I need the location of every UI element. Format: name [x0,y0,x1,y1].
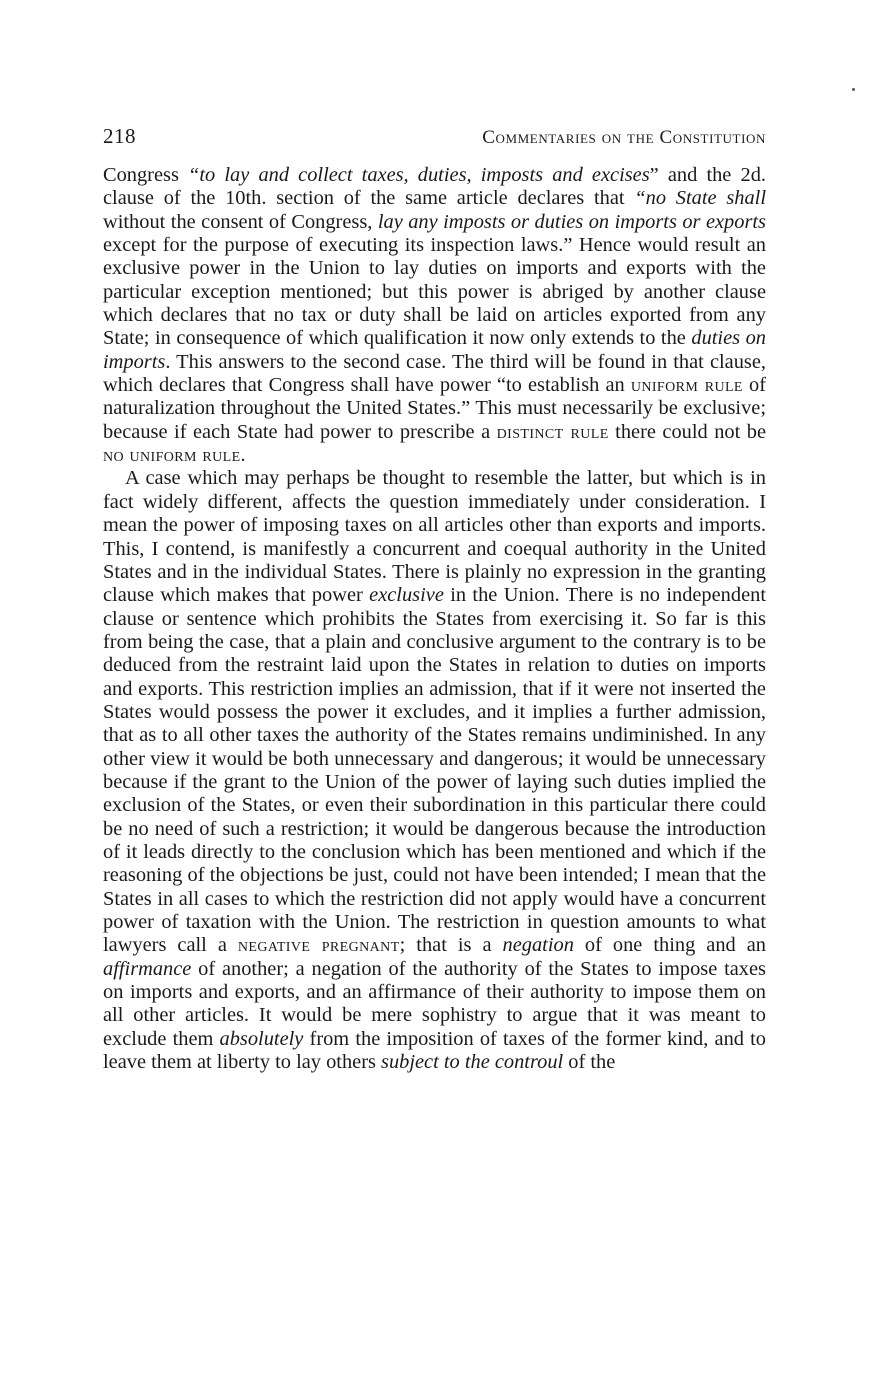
italic-text: duties on imports [103,327,766,373]
page-header [103,124,766,164]
running-head: Commentaries on the Constitution [482,127,766,148]
text-run: except for the purpose of executing its inspection laws.” Hence would result an exclusive power in the Union to lay duties on imports and exports with the particular exception mentioned; but this power is abriged by another clause which declares that no tax or duty shall be laid on articles exported from any State; in consequence of which qualification it now only extends to the [103,234,766,350]
italic-text: exclusive [369,584,444,607]
text-run: Congress [103,164,189,186]
italic-text: “no State shall [634,187,766,210]
italic-text: subject to the controul [381,1051,564,1074]
paragraph [103,164,766,467]
small-caps-text: uniform rule [630,374,743,397]
text-run: of naturalization throughout the United States.” This must necessarily be exclusive; because if each State had power to prescribe a [103,374,767,443]
text-run: of the [563,1051,616,1074]
text-run: in the Union. There is no independent clause or sentence which prohibits the States from exercising it. So far is this from being the case, that a plain and conclusive argument to the contrary is to be deduced from the restraint laid upon the States in relation to duties on imports and exports. This restriction implies an admission, that if it were not inserted the States would possess the power it excludes, and it implies a further admission, that as to all other taxes the authority of the States remains undiminished. In any other view it would be both unnecessary and dangerous; it would be unnecessary because if the grant to the Union of the power of laying such duties implied the exclusion of the States, or even their subordination in this particular there could be no need of such a restriction; it would be dangerous because the introduction of it leads directly to the conclusion which has been mentioned and which if the reasoning of the objections be just, could not have been intended; I mean that the States in all cases to which the restriction did not apply would have a concurrent power of taxation with the Union. The restriction in question amounts to what lawyers call a [103,584,766,957]
paragraph [103,467,766,1074]
text-run: from the imposition of taxes of the former kind, and to leave them at liberty to lay others [103,1027,766,1074]
text-run: A case which may perhaps be thought to resemble the latter, but which is in fact widely different, affects the question immediately under consideration. I mean the power of imposing taxes on all articles other than exports and imports. This, I contend, is manifestly a concurrent and coequal authority in the United States and in the individual States. There is plainly no expression in the granting clause which makes that power [103,467,766,607]
small-caps-text: negative pregnant [237,934,400,957]
italic-text: affirmance [103,957,192,980]
text-run: there could not be [608,420,767,443]
italic-text: lay any imposts or duties on imports or exports [377,210,766,233]
italic-text: “to lay and collect taxes, duties, imposts and excises [188,164,650,186]
text-run: . This answers to the second case. The third will be found in that clause, which declares that Congress shall have power “to establish an [103,350,766,397]
scan-speck [852,88,855,91]
body-text [103,164,766,1074]
italic-text: negation [502,934,574,957]
italic-text: absolutely [219,1027,304,1050]
text-run: of one thing and an [573,934,766,957]
text-run: . [240,444,246,467]
page-number: 218 [103,124,136,148]
text-run: ” and the 2d. clause of the 10th. section of the same article declares that [103,164,766,210]
text-run: of another; a negation of the authority of the States to impose taxes on imports and exports, and an affirmance of their authority to impose them on all other articles. It would be mere sophistry to argue that it was meant to exclude them [103,957,766,1050]
text-run: without the consent of Congress, [103,210,378,233]
small-caps-text: distinct rule [496,420,609,443]
book-page [103,124,766,1074]
text-run: ; that is a [399,934,503,957]
small-caps-text: no uniform rule [103,444,241,467]
